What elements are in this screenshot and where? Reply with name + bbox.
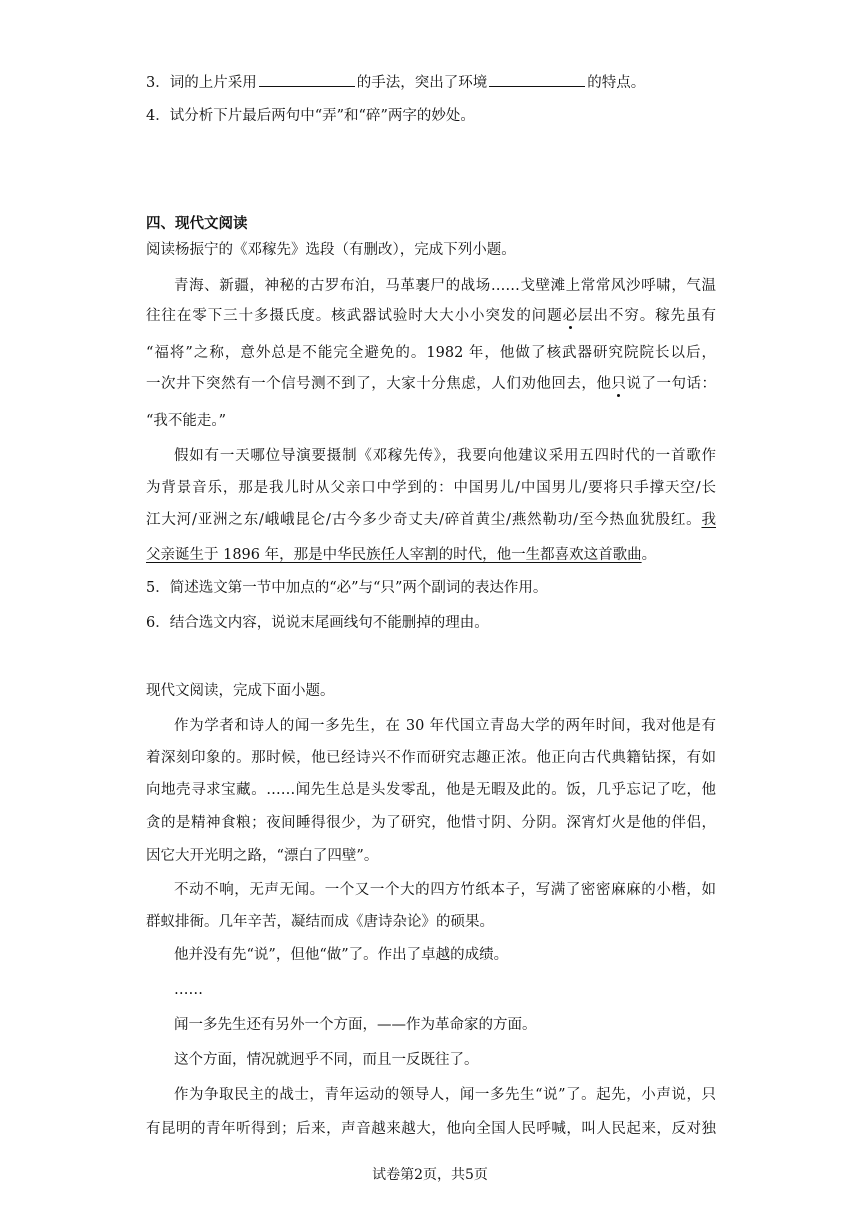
- question-5: 5．简述选文第一节中加点的“必”与“只”两个副词的表达作用。: [146, 580, 548, 596]
- passage-line: 向地壳寻求宝藏。……闻先生总是头发零乱，他是无暇及此的。饭，几乎忘记了吃，他: [146, 782, 716, 798]
- passage-line: 为背景音乐，那是我儿时从父亲口中学到的：中国男儿/中国男儿/要将只手撑天空/长: [146, 480, 716, 496]
- passage-line: [146, 545, 656, 565]
- passage-line: [146, 374, 716, 394]
- passage-line: 假如有一天哪位导演要摄制《邓稼先传》，我要向他建议采用五四时代的一首歌作: [174, 448, 716, 464]
- passage-text: 层出不穷。稼先虽有: [578, 308, 717, 324]
- question-4: 4．试分析下片最后两句中“弄”和“碎”两字的妙处。: [146, 108, 475, 124]
- passage-text: 说了一句话：: [626, 376, 717, 392]
- passage-line: 这个方面，情况就迥乎不同，而且一反既往了。: [174, 1052, 479, 1068]
- passage-line: 有昆明的青年听得到；后来，声音越来越大，他向全国人民呼喊，叫人民起来，反对独: [146, 1121, 716, 1137]
- passage-line: 群蚁排衙。几年辛苦，凝结而成《唐诗杂论》的硕果。: [146, 914, 494, 930]
- section-heading: 四、现代文阅读: [146, 215, 248, 232]
- question-3-middle: 的手法，突出了环境: [356, 75, 488, 91]
- dotted-char-zhi: 只: [611, 376, 627, 392]
- section-instruction: 现代文阅读，完成下面小题。: [146, 683, 335, 699]
- passage-text: 江大河/亚洲之东/峨峨昆仑/古今多少奇丈夫/碎首黄尘/燕然勒功/至今热血犹殷红。: [146, 512, 702, 528]
- question-3: [146, 72, 645, 93]
- passage-line: [146, 306, 716, 326]
- passage-line: 他并没有先“说”，但他“做”了。作出了卓越的成绩。: [174, 947, 509, 963]
- passage-text: 。: [641, 547, 657, 563]
- answer-blank-1[interactable]: [259, 72, 355, 87]
- passage-line: 作为学者和诗人的闻一多先生，在 30 年代国立青岛大学的两年时间，我对他是有: [174, 718, 716, 734]
- underlined-sentence-start: 我: [701, 512, 716, 528]
- passage-text: 一次井下突然有一个信号测不到了，大家十分焦虑，人们劝他回去，他: [146, 376, 612, 392]
- passage-line: “福将”之称，意外总是不能完全避免的。1982 年，他做了核武器研究院院长以后，: [146, 345, 716, 361]
- answer-blank-2[interactable]: [489, 72, 585, 87]
- passage-line: 因它大开光明之路，“漂白了四壁”。: [146, 848, 379, 864]
- passage-line: “我不能走。”: [146, 413, 227, 429]
- page-footer: 试卷第2页，共5页: [372, 1167, 488, 1183]
- passage-line: 贪的是精神食粮；夜间睡得很少，为了研究，他惜寸阴、分阴。深宵灯火是他的伴侣，: [146, 815, 716, 831]
- question-6: 6．结合选文内容，说说末尾画线句不能删掉的理由。: [146, 615, 489, 631]
- passage-line: 不动不响，无声无闻。一个又一个大的四方竹纸本子，写满了密密麻麻的小楷，如: [174, 882, 716, 898]
- section-instruction: 阅读杨振宁的《邓稼先》选段（有删改），完成下列小题。: [146, 242, 516, 258]
- passage-ellipsis: ……: [174, 982, 203, 998]
- passage-line: [146, 510, 716, 530]
- passage-line: 作为争取民主的战士，青年运动的领导人，闻一多先生“说”了。起先，小声说，只: [174, 1087, 716, 1103]
- passage-line: 青海、新疆，神秘的古罗布泊，马革裹尸的战场……戈壁滩上常常风沙呼啸，气温: [174, 278, 716, 294]
- passage-text: 往往在零下三十多摄氏度。核武器试验时大大小小突发的问题: [146, 308, 563, 324]
- underlined-sentence: 父亲诞生于 1896 年，那是中华民族任人宰割的时代，他一生都喜欢这首歌曲: [146, 547, 642, 563]
- passage-line: 着深刻印象的。那时候，他已经诗兴不作而研究志趣正浓。他正向古代典籍钻探，有如: [146, 750, 716, 766]
- question-3-suffix: 的特点。: [587, 75, 646, 91]
- passage-line: 闻一多先生还有另外一个方面，——作为革命家的方面。: [174, 1017, 537, 1033]
- question-3-prefix: 3．词的上片采用: [146, 75, 257, 91]
- dotted-char-bi: 必: [562, 308, 579, 324]
